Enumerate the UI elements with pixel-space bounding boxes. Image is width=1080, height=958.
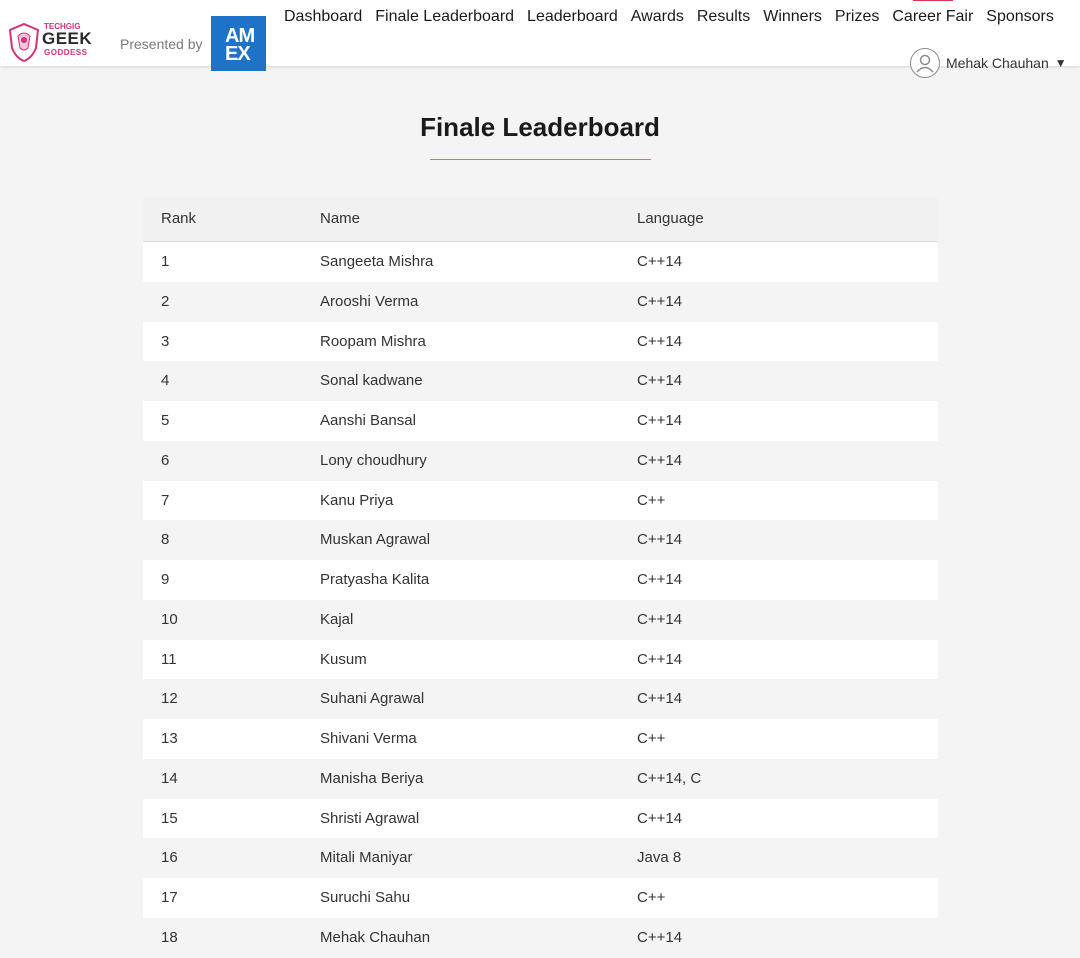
nav-results[interactable]: Results: [696, 8, 751, 25]
name-cell: Sonal kadwane: [320, 372, 423, 390]
table-row: [143, 520, 938, 560]
language-cell: C++14: [637, 451, 683, 469]
main-nav: [284, 6, 1054, 30]
presented-by-label: Presented by: [120, 36, 203, 52]
page-title: Finale Leaderboard: [420, 112, 660, 142]
language-cell: C++: [637, 730, 666, 747]
rank-cell: 9: [161, 571, 170, 588]
rank-cell: 8: [161, 531, 170, 549]
amex-logo[interactable]: [211, 16, 266, 71]
rank-cell: 13: [161, 730, 178, 747]
logo-text-techgig: TECHGIG: [44, 22, 81, 31]
nav-winners[interactable]: Winners: [763, 8, 822, 25]
nav-career-fair-label: Career Fair: [892, 8, 974, 25]
name-cell: Shristi Agrawal: [320, 809, 420, 827]
table-body: [143, 242, 938, 958]
table-row: [143, 401, 938, 441]
language-cell: C++14: [637, 690, 683, 708]
logo-text-goddess: GODDESS: [44, 48, 88, 57]
language-cell: C++14: [637, 332, 683, 350]
amex-logo-line2: EX: [225, 43, 250, 65]
language-cell: C++: [637, 889, 666, 906]
name-cell: Kusum: [320, 650, 367, 668]
table-row: [143, 878, 938, 918]
nav-sponsors[interactable]: Sponsors: [986, 8, 1054, 25]
shield-icon: [8, 22, 40, 62]
language-cell: C++14: [637, 650, 683, 668]
table-row: [143, 838, 938, 878]
language-cell: C++: [637, 491, 666, 509]
language-cell: C++14: [637, 253, 683, 270]
user-menu[interactable]: [910, 48, 1067, 78]
table-header: [143, 197, 938, 242]
header-name: Name: [320, 210, 361, 227]
rank-cell: 5: [161, 412, 170, 429]
table-row: [143, 799, 938, 839]
table-row: [143, 600, 938, 640]
language-cell: C++14: [637, 531, 683, 549]
user-icon[interactable]: [910, 48, 940, 78]
rank-cell: 16: [161, 849, 178, 867]
amex-logo-line1: AM: [225, 25, 255, 47]
language-cell: C++14: [637, 412, 683, 429]
table-row: [143, 719, 938, 759]
rank-cell: 17: [161, 889, 178, 906]
nav-leaderboard[interactable]: Leaderboard: [527, 8, 618, 25]
nav-finale-leaderboard[interactable]: Finale Leaderboard: [375, 8, 515, 25]
name-cell: Kanu Priya: [320, 491, 394, 509]
nav-dashboard[interactable]: Dashboard: [284, 8, 363, 25]
table-row: [143, 361, 938, 401]
user-name[interactable]: Mehak Chauhan: [946, 55, 1049, 71]
name-cell: Roopam Mishra: [320, 332, 426, 350]
geek-goddess-logo[interactable]: [8, 22, 104, 64]
logo-text-geek: GEEK: [42, 29, 93, 48]
table-row: [143, 282, 938, 322]
header-rank: Rank: [161, 210, 197, 227]
rank-cell: 3: [161, 332, 170, 350]
rank-cell: 4: [161, 372, 170, 390]
language-cell: C++14: [637, 928, 683, 946]
language-cell: C++14: [637, 292, 683, 310]
rank-cell: 18: [161, 928, 178, 946]
language-cell: C++14: [637, 571, 683, 588]
name-cell: Manisha Beriya: [320, 769, 424, 787]
name-cell: Mitali Maniyar: [320, 849, 413, 867]
name-cell: Kajal: [320, 610, 354, 628]
table-row: [143, 322, 938, 362]
table-row: [143, 679, 938, 719]
rank-cell: 12: [161, 690, 178, 708]
header-language: Language: [637, 210, 704, 227]
table-row: [143, 560, 938, 600]
rank-cell: 2: [161, 292, 170, 310]
name-cell: Shivani Verma: [320, 730, 417, 747]
caret-down-icon[interactable]: ▼: [1054, 56, 1067, 70]
name-cell: Pratyasha Kalita: [320, 571, 430, 588]
rank-cell: 1: [161, 253, 170, 270]
title-underline: [430, 159, 651, 160]
new-badge: [913, 0, 953, 1]
nav-prizes[interactable]: Prizes: [834, 8, 880, 25]
nav-awards[interactable]: Awards: [630, 8, 684, 25]
name-cell: Mehak Chauhan: [320, 928, 431, 946]
language-cell: C++14: [637, 372, 683, 390]
table-row: [143, 759, 938, 799]
name-cell: Aanshi Bansal: [320, 412, 416, 429]
leaderboard-table: [143, 197, 938, 958]
name-cell: Suruchi Sahu: [320, 889, 411, 906]
language-cell: Java 8: [637, 849, 682, 867]
table-row: [143, 242, 938, 282]
rank-cell: 10: [161, 610, 178, 628]
language-cell: C++14: [637, 809, 683, 827]
table-row: [143, 640, 938, 680]
rank-cell: 7: [161, 491, 170, 509]
name-cell: Sangeeta Mishra: [320, 253, 434, 270]
language-cell: C++14, C: [637, 769, 702, 787]
table-row: [143, 441, 938, 481]
table-row: [143, 481, 938, 521]
name-cell: Muskan Agrawal: [320, 531, 431, 549]
top-header: [0, 0, 1080, 71]
rank-cell: 15: [161, 809, 178, 827]
table-row: [143, 918, 938, 958]
rank-cell: 14: [161, 769, 178, 787]
rank-cell: 6: [161, 451, 170, 469]
nav-career-fair[interactable]: [892, 6, 973, 30]
name-cell: Suhani Agrawal: [320, 690, 425, 708]
rank-cell: 11: [161, 650, 177, 668]
name-cell: Lony choudhury: [320, 451, 427, 469]
name-cell: Arooshi Verma: [320, 292, 419, 310]
language-cell: C++14: [637, 610, 683, 628]
